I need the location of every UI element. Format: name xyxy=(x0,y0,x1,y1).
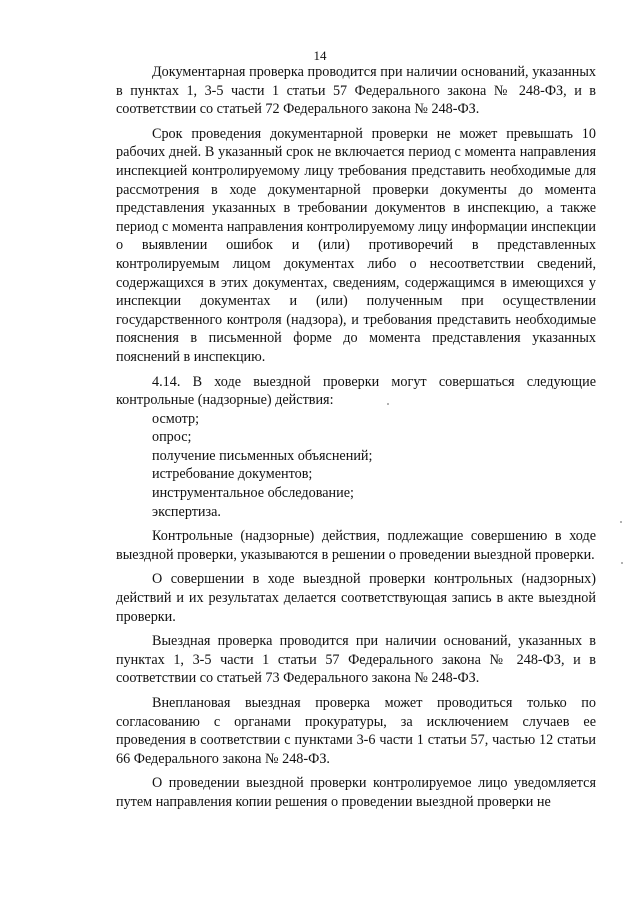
paragraph-unscheduled-check: Внеплановая выездная проверка может проводиться только по согласованию с органами прокуратуры, за исключением случаев ее проведения в соответствии с пунктами 3-6 части 1 статьи 57, частью 12 статьи 66 Федерального закона № 248-ФЗ. xyxy=(116,695,596,767)
list-item: опрос; xyxy=(152,429,192,446)
document-body xyxy=(116,63,596,812)
list-item: осмотр; xyxy=(152,410,200,427)
page-number: 14 xyxy=(313,48,327,63)
paragraph-actions-in-decision: Контрольные (надзорные) действия, подлежащие совершению в ходе выездной проверки, указываются в решении о проведении выездной проверки. xyxy=(116,528,596,563)
scan-speck xyxy=(387,403,389,405)
paragraph-documentary-check-grounds: Документарная проверка проводится при наличии оснований, указанных в пунктах 1, 3-5 части 1 статьи 57 Федерального закона № 248-ФЗ, и в соответствии со статьей 72 Федерального закона № 248-ФЗ. xyxy=(116,64,596,118)
list-item: инструментальное обследование; xyxy=(152,485,354,502)
list-item: истребование документов; xyxy=(152,466,313,483)
list-item: получение письменных объяснений; xyxy=(152,447,373,464)
scan-speck xyxy=(621,562,623,564)
paragraph-documentary-check-term: Срок проведения документарной проверки не может превышать 10 рабочих дней. В указанный срок не включается период с момента направления инспекцией контролируемому лицу требования представить необходимые для рассмотрения в ходе документарной проверки документы до момента представления указанных в требовании документов в инспекцию, а также период с момента направления контролируемому лицу информации инспекции о выявлении ошибок и (или) противоречий в представленных контролируемым лицом документах либо о несоответствии сведений, содержащихся в этих документах, сведениям, содержащимся в имеющихся у инспекции документах и (или) полученным при осуществлении государственного контроля (надзора), и требования представить необходимые пояснения в письменной форме до момента представления указанных пояснений в инспекцию. xyxy=(116,125,596,365)
paragraph-notification: О проведении выездной проверки контролируемое лицо уведомляется путем направления копии решения о проведении выездной проверки не xyxy=(116,775,596,810)
paragraph-actions-record: О совершении в ходе выездной проверки контрольных (надзорных) действий и их результатах делается соответствующая запись в акте выездной проверки. xyxy=(116,571,596,625)
paragraph-4-14-heading: 4.14. В ходе выездной проверки могут совершаться следующие контрольные (надзорные) действия: xyxy=(116,373,596,409)
list-item: экспертиза. xyxy=(152,503,221,520)
paragraph-field-check-grounds: Выездная проверка проводится при наличии оснований, указанных в пунктах 1, 3-5 части 1 статьи 57 Федерального закона № 248-ФЗ, и в соответствии со статьей 73 Федерального закона № 248-ФЗ. xyxy=(116,633,596,687)
scan-speck xyxy=(620,521,622,523)
actions-list xyxy=(116,410,596,522)
